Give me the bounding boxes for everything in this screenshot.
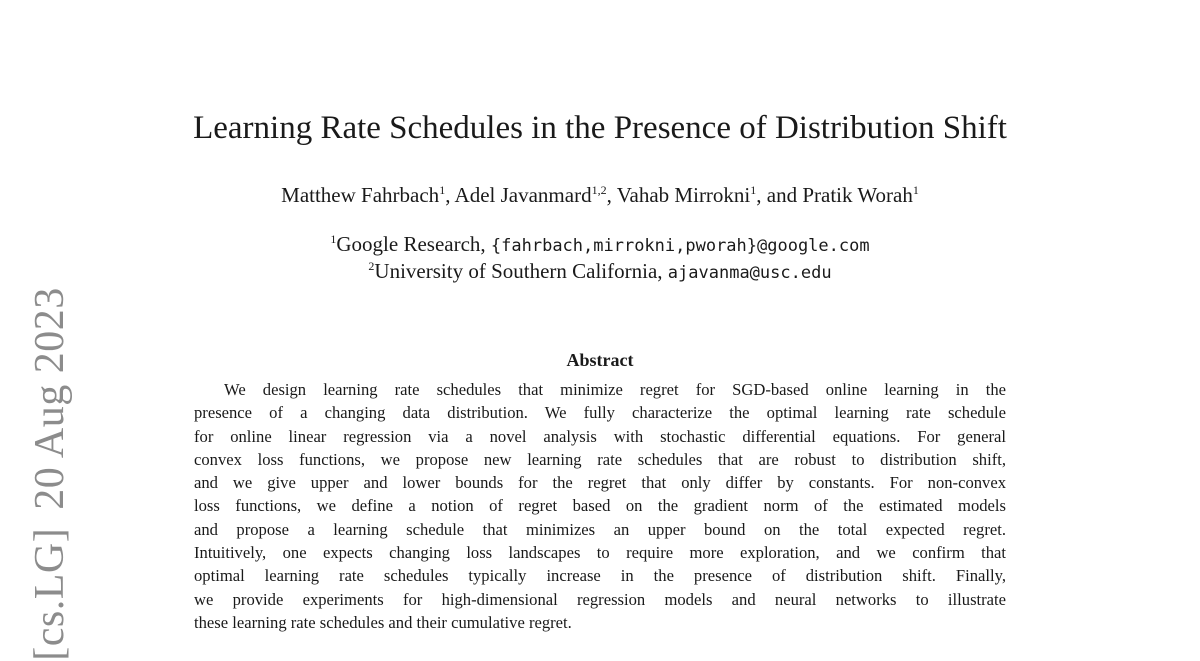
affiliation-email: ajavanma@usc.edu — [667, 263, 832, 283]
author-name: Pratik Worah — [802, 183, 913, 207]
abstract-line: Intuitively, one expects changing loss landscapes to require more exploration, and we confirm that — [194, 543, 1006, 563]
affiliation-mark: 1 — [330, 232, 337, 246]
author-affiliation-mark: 1 — [439, 183, 446, 197]
affiliation-google — [0, 232, 1200, 257]
author-affiliation-mark: 1 — [912, 183, 919, 197]
affiliation-name: Google Research, — [336, 232, 491, 256]
arxiv-identifier-stamp — [26, 287, 74, 660]
abstract-text — [194, 378, 1006, 634]
author-affiliation-mark: 1,2 — [591, 183, 607, 197]
abstract-line: optimal learning rate schedules typically increase in the presence of distribution shift. Finally, — [194, 566, 1006, 586]
abstract-line: convex loss functions, we propose new learning rate schedules that are robust to distribution shift, — [194, 449, 1006, 469]
author-separator: , and — [756, 183, 803, 207]
abstract-line: we provide experiments for high-dimensional regression models and neural networks to illustrate — [194, 589, 1006, 609]
abstract-line: and we give upper and lower bounds for the regret that only differ by constants. For non-convex — [194, 473, 1006, 493]
abstract-line: these learning rate schedules and their cumulative regret. — [194, 612, 572, 632]
author-affiliation-mark: 1 — [750, 183, 757, 197]
abstract-line: presence of a changing data distribution. We fully characterize the optimal learning rate schedule — [194, 403, 1006, 423]
arxiv-date: 20 Aug 2023 — [27, 287, 73, 510]
abstract-line: loss functions, we define a notion of regret based on the gradient norm of the estimated models — [194, 496, 1006, 516]
paper-title: Learning Rate Schedules in the Presence of Distribution Shift — [193, 110, 1007, 146]
affiliation-mark: 2 — [368, 259, 375, 273]
author-name: Matthew Fahrbach — [281, 183, 440, 207]
author-list — [0, 183, 1200, 208]
abstract-line: and propose a learning schedule that minimizes an upper bound on the total expected regret. — [194, 519, 1006, 539]
author-name: Vahab Mirrokni — [616, 183, 751, 207]
affiliation-usc — [0, 259, 1200, 284]
author-name: Adel Javanmard — [454, 183, 592, 207]
affiliation-name: University of Southern California, — [374, 259, 668, 283]
abstract-heading: Abstract — [566, 350, 634, 370]
author-separator: , — [606, 183, 617, 207]
abstract-line: for online linear regression via a novel analysis with stochastic differential equations. For general — [194, 426, 1006, 446]
affiliation-email: {fahrbach,mirrokni,pworah}@google.com — [490, 236, 870, 256]
author-separator: , — [445, 183, 455, 207]
abstract-line: We design learning rate schedules that minimize regret for SGD-based online learning in the — [224, 380, 1006, 399]
arxiv-category: [cs.LG] — [27, 527, 73, 661]
